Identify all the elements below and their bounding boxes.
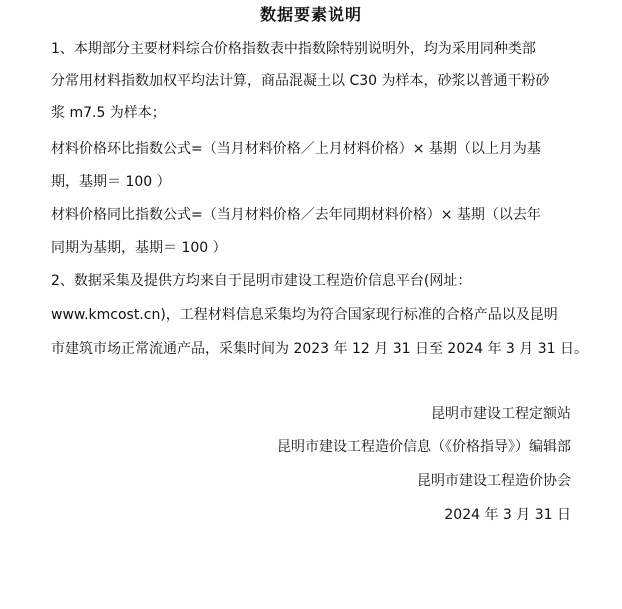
signature-org-editorial: 昆明市建设工程造价信息（《价格指导》）编辑部 bbox=[277, 439, 571, 455]
paragraph-line: 分常用材料指数加权平均法计算，商品混凝土以 C30 为样本，砂浆以普通干粉砂 bbox=[51, 73, 550, 89]
paragraph-line: 1、本期部分主要材料综合价格指数表中指数除特别说明外，均为采用同种类部 bbox=[51, 41, 536, 57]
paragraph-line: www.kmcost.cn)，工程材料信息采集均为符合国家现行标准的合格产品以及昆明 bbox=[51, 307, 558, 323]
paragraph-line: 材料价格同比指数公式=（当月材料价格／去年同期材料价格）× 基期（以去年 bbox=[51, 207, 541, 223]
paragraph-line: 材料价格环比指数公式=（当月材料价格／上月材料价格）× 基期（以上月为基 bbox=[51, 141, 541, 157]
signature-date: 2024 年 3 月 31 日 bbox=[444, 507, 571, 523]
page-title: 数据要素说明 bbox=[259, 5, 362, 24]
paragraph-line: 期，基期＝ 100 ） bbox=[51, 174, 171, 190]
signature-org-association: 昆明市建设工程造价协会 bbox=[417, 473, 571, 489]
paragraph-line: 市建筑市场正常流通产品，采集时间为 2023 年 12 月 31 日至 2024 年 3 月 31 日。 bbox=[51, 341, 589, 357]
paragraph-line: 同期为基期，基期＝ 100 ） bbox=[51, 240, 227, 256]
paragraph-line: 浆 m7.5 为样本； bbox=[51, 105, 166, 121]
signature-org-quota-station: 昆明市建设工程定额站 bbox=[431, 406, 571, 422]
paragraph-line: 2、数据采集及提供方均来自于昆明市建设工程造价信息平台(网址： bbox=[51, 273, 472, 289]
